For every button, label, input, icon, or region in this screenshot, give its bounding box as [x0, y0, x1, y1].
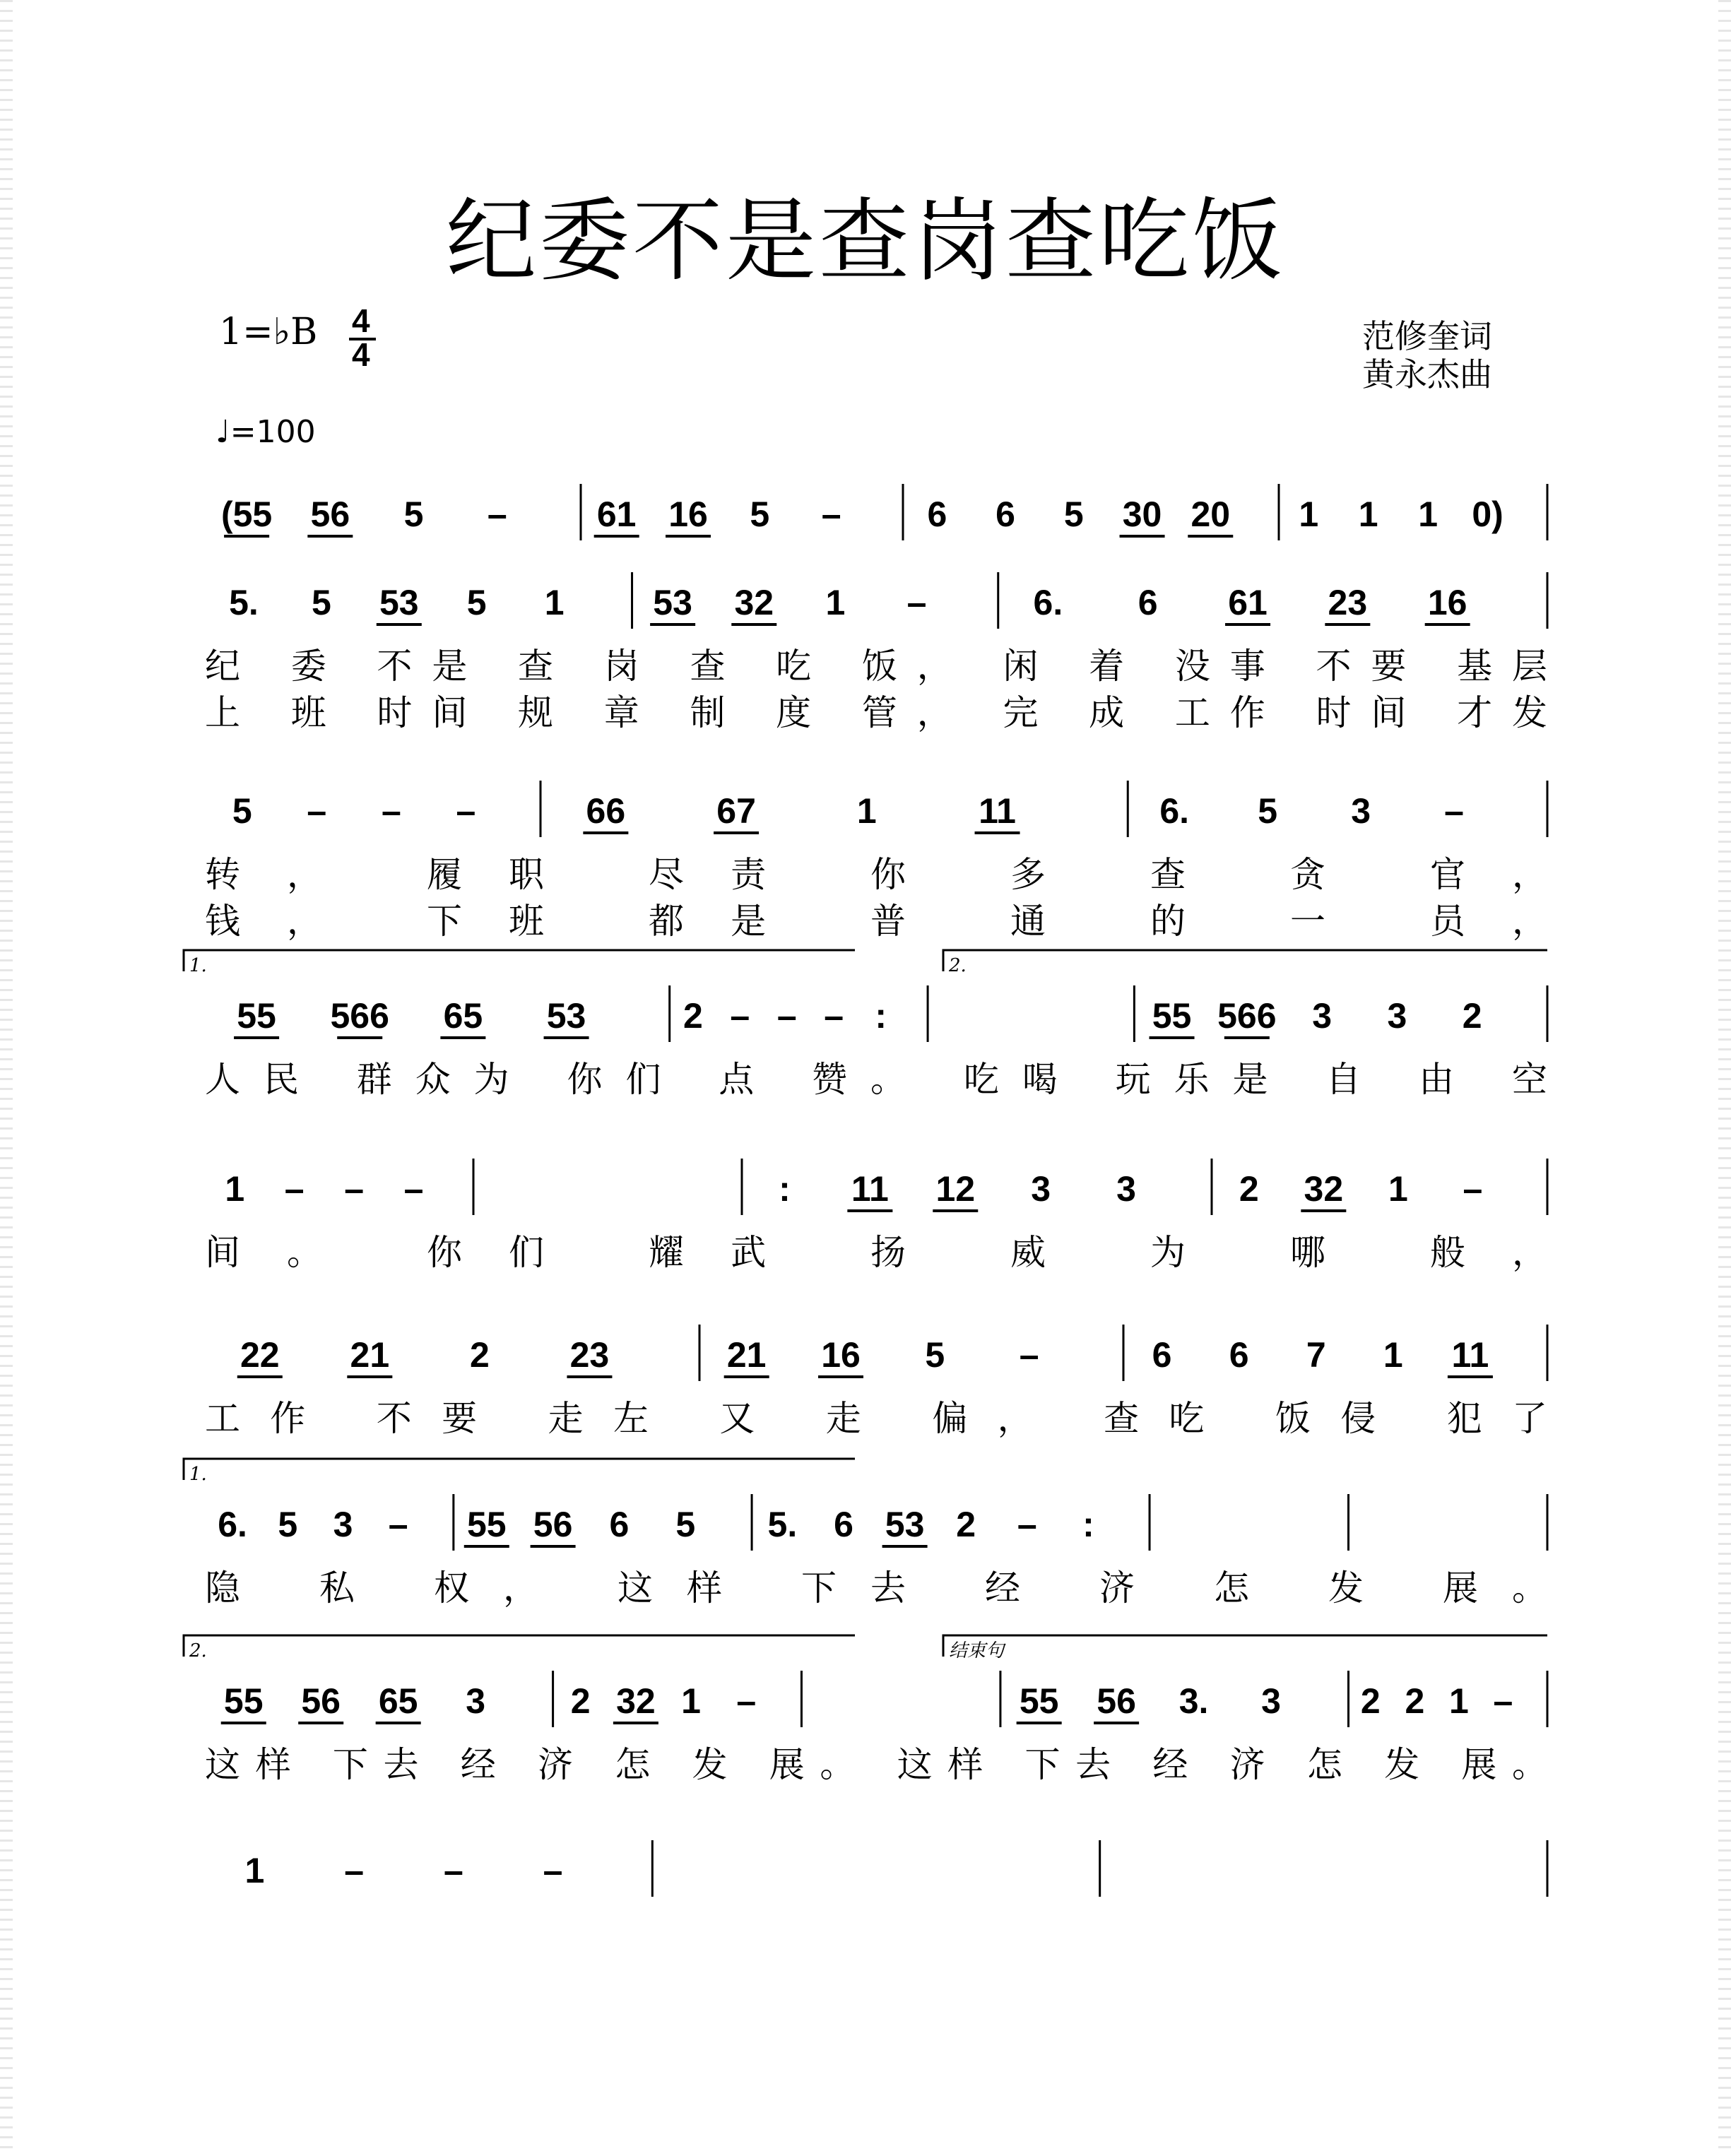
note: 6.: [1033, 583, 1063, 622]
note: 55: [223, 1681, 264, 1721]
note: 61: [1228, 583, 1268, 622]
volta-label: 2.: [949, 955, 967, 976]
time-signature-top: 4: [352, 302, 370, 339]
note: 11: [851, 1169, 889, 1209]
note: –: [1463, 1169, 1483, 1209]
note: 53: [653, 583, 692, 622]
note: 22: [240, 1335, 280, 1375]
note: –: [736, 1681, 757, 1721]
note: 1: [1383, 1335, 1403, 1375]
note: 16: [1427, 583, 1467, 622]
note: –: [824, 996, 844, 1036]
note: 67: [716, 791, 756, 831]
note: 2: [1462, 996, 1482, 1036]
note: 30: [1122, 494, 1162, 534]
note: –: [1444, 791, 1464, 831]
volta-bracket: [943, 950, 1547, 971]
time-signature-bottom: 4: [352, 336, 370, 373]
music-line: [205, 1325, 1547, 1439]
note: 66: [586, 791, 626, 831]
note: 53: [379, 583, 419, 622]
note: –: [344, 1169, 365, 1209]
note: 55: [466, 1505, 507, 1544]
note: 6.: [1159, 791, 1190, 831]
note: 53: [885, 1505, 925, 1544]
music-notation: [184, 484, 1547, 1897]
note: 6: [834, 1505, 853, 1544]
note: 2: [570, 1681, 591, 1721]
tempo-marking: ♩=100: [215, 414, 316, 450]
lyric-line: 上 班 时间 规 章 制 度 管， 完 成 工作 时间 才发: [205, 692, 1547, 733]
note: 3: [466, 1681, 486, 1721]
note: –: [730, 996, 750, 1036]
note: –: [906, 583, 927, 622]
note: 3: [1261, 1681, 1281, 1721]
note: 3: [1387, 996, 1407, 1036]
note: –: [381, 791, 401, 831]
lyric-line: 这样 下去 经 济 怎 发 展。 这样 下去 经 济 怎 发 展。: [205, 1744, 1547, 1785]
note: 16: [821, 1335, 861, 1375]
note: 65: [378, 1681, 418, 1721]
note: 566: [1217, 996, 1277, 1036]
volta-label: 结束句: [949, 1640, 1005, 1662]
note: :: [875, 996, 887, 1036]
note: –: [443, 1851, 463, 1890]
note: 56: [533, 1505, 573, 1544]
lyricist-credit: 范修奎词: [1362, 317, 1492, 355]
note: 6: [1229, 1335, 1249, 1375]
time-signature: [349, 302, 376, 373]
note: 5: [466, 583, 487, 622]
note: 11: [1451, 1335, 1489, 1375]
note: 6.: [218, 1505, 247, 1544]
note: –: [456, 791, 476, 831]
note: 1: [225, 1169, 245, 1209]
note: 1: [244, 1851, 265, 1890]
note: 2: [956, 1505, 976, 1544]
note: 23: [569, 1335, 610, 1375]
music-line: [184, 950, 1547, 1100]
note: 65: [443, 996, 483, 1036]
note: 3: [1351, 791, 1371, 831]
volta-bracket: [943, 1635, 1547, 1657]
composer-credit: 黄永杰曲: [1362, 355, 1492, 393]
note: 5: [925, 1335, 945, 1375]
note: 21: [350, 1335, 390, 1375]
note: –: [388, 1505, 408, 1544]
note: 0): [1472, 494, 1503, 534]
volta-bracket: [184, 1635, 855, 1657]
note: 2: [1239, 1169, 1259, 1209]
lyric-line: 人民 群众为 你们 点 赞。 吃喝 玩乐是 自 由 空: [205, 1059, 1547, 1100]
volta-label: 1.: [189, 955, 207, 976]
note: 56: [310, 494, 350, 534]
note: 56: [301, 1681, 341, 1721]
note: 5: [403, 494, 424, 534]
note: –: [1019, 1335, 1039, 1375]
note: 23: [1328, 583, 1368, 622]
note: :: [1082, 1505, 1094, 1544]
note: 1: [1418, 494, 1438, 534]
volta-label: 1.: [189, 1464, 207, 1485]
note: 2: [1405, 1681, 1425, 1721]
note: 1: [825, 583, 846, 622]
note: 1: [1388, 1169, 1408, 1209]
note: 55: [1152, 996, 1192, 1036]
note: 6: [1138, 583, 1158, 622]
note: 5: [750, 494, 770, 534]
note: 11: [979, 791, 1016, 831]
music-line: [184, 1459, 1547, 1609]
song-title: 纪委不是查岗查吃饭: [445, 189, 1285, 294]
note: 61: [596, 494, 637, 534]
note: 32: [1304, 1169, 1344, 1209]
lyric-line: 工作 不要 走左 又 走 偏， 查吃 饭侵 犯了: [205, 1398, 1547, 1439]
note: 6: [996, 494, 1015, 534]
note: 5: [311, 583, 331, 622]
note: 6: [1152, 1335, 1172, 1375]
note: 3.: [1178, 1681, 1209, 1721]
note: 5.: [229, 583, 259, 622]
note: 2: [1360, 1681, 1381, 1721]
note: 3: [1312, 996, 1333, 1036]
note: 1: [1448, 1681, 1469, 1721]
note: 12: [935, 1169, 976, 1209]
note: 7: [1306, 1335, 1326, 1375]
note: 5: [232, 791, 252, 831]
note: 5.: [767, 1505, 798, 1544]
note: 5: [1063, 494, 1084, 534]
note: 5: [278, 1505, 298, 1544]
note: –: [821, 494, 841, 534]
volta-bracket: [184, 950, 855, 971]
note: –: [284, 1169, 305, 1209]
key-label: 1=♭B: [219, 311, 318, 353]
note: 16: [668, 494, 708, 534]
note: 1: [1299, 494, 1319, 534]
note: 21: [726, 1335, 767, 1375]
note: –: [307, 791, 327, 831]
lyric-line: 纪 委 不是 查 岗 查 吃 饭， 闲 着 没事 不要 基层: [205, 646, 1547, 687]
lyric-line: 钱， 下班 都是 普 通 的 一 员，: [205, 901, 1547, 942]
music-line: [205, 572, 1547, 733]
note: 1: [544, 583, 565, 622]
volta-label: 2.: [189, 1640, 207, 1662]
note: 56: [1097, 1681, 1136, 1721]
note: 2: [469, 1335, 490, 1375]
note: –: [1017, 1505, 1037, 1544]
note: 55: [1019, 1681, 1059, 1721]
volta-bracket: [184, 1459, 855, 1480]
note: 3: [333, 1505, 353, 1544]
note: 20: [1191, 494, 1231, 534]
note: –: [487, 494, 507, 534]
note: (55: [220, 494, 273, 534]
music-line: [221, 484, 1547, 540]
music-line: [184, 1635, 1547, 1785]
note: 5: [675, 1505, 696, 1544]
lyric-line: 转， 履职 尽责 你 多 查 贪 官，: [205, 854, 1547, 895]
note: 566: [330, 996, 389, 1036]
note: 1: [856, 791, 877, 831]
note: –: [1493, 1681, 1513, 1721]
note: 2: [683, 996, 703, 1036]
music-line: [205, 781, 1547, 942]
note: –: [543, 1851, 563, 1890]
note: 6: [927, 494, 947, 534]
note: 1: [1358, 494, 1378, 534]
note: 3: [1031, 1169, 1051, 1209]
lyric-line: 隐 私 权， 这样 下去 经 济 怎 发 展。: [205, 1568, 1547, 1609]
note: 53: [546, 996, 586, 1036]
note: –: [776, 996, 797, 1036]
note: 32: [616, 1681, 656, 1721]
music-line: [205, 1159, 1547, 1273]
note: –: [344, 1851, 365, 1890]
note: 5: [1258, 791, 1278, 831]
note: 3: [1116, 1169, 1136, 1209]
note: –: [403, 1169, 424, 1209]
note: 6: [609, 1505, 630, 1544]
note: 1: [681, 1681, 701, 1721]
lyric-line: 间。 你们 耀武 扬 威 为 哪 般，: [205, 1232, 1547, 1273]
music-line: [244, 1840, 1547, 1897]
note: 55: [237, 996, 276, 1036]
note: :: [779, 1169, 791, 1209]
note: 32: [734, 583, 774, 622]
